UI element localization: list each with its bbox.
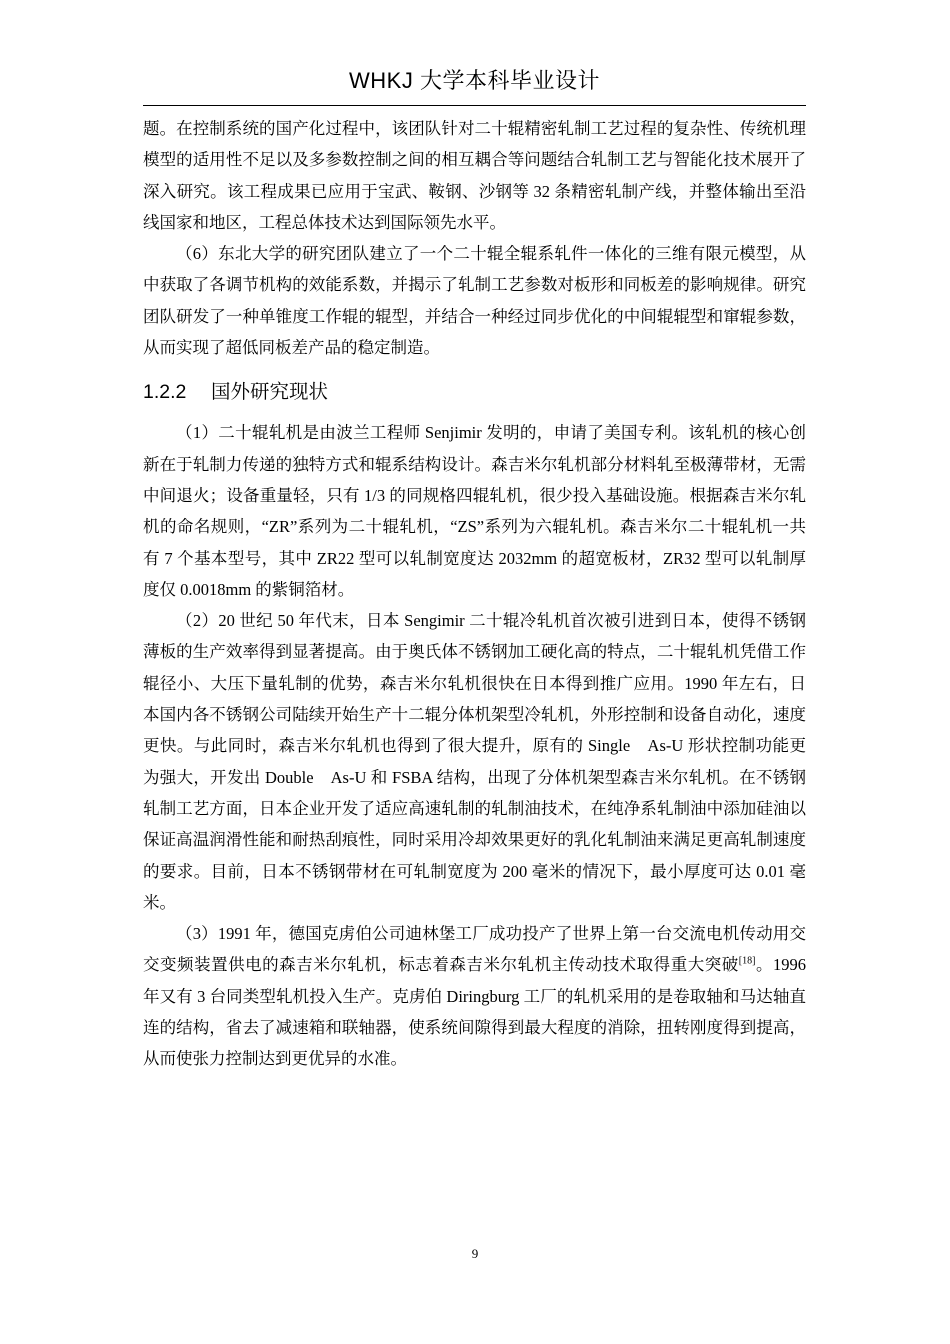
paragraph-continuation: 题。在控制系统的国产化过程中，该团队针对二十辊精密轧制工艺过程的复杂性、传统机理模型的适用性不足以及多参数控制之间的相互耦合等问题结合轧制工艺与智能化技术展开了深入研究。该工程成果已应用于宝武、鞍钢、沙钢等 32 条精密轧制产线，并整体输出至沿线国家和地区，工程总体技术达到国际领先水平。 [143,119,806,232]
paragraph-item-3 [143,918,806,1074]
section-number: 1.2.2 [143,381,187,404]
paragraph-item-2: （2）20 世纪 50 年代末，日本 Sengimir 二十辊冷轧机首次被引进到日本，使得不锈钢薄板的生产效率得到显著提高。由于奥氏体不锈钢加工硬化高的特点，二十辊轧机凭借工作辊径小、大压下量轧制的优势，森吉米尔轧机很快在日本得到推广应用。1990 年左右，日本国内各不锈钢公司陆续开始生产十二辊分体机架型冷轧机，外形控制和设备自动化，速度更快。与此同时，森吉米尔轧机也得到了很大提升，原有的 Single As-U 形状控制功能更为强大，开发出 Double As-U 和 FSBA 结构，出现了分体机架型森吉米尔轧机。在不锈钢轧制工艺方面，日本企业开发了适应高速轧制的轧制油技术，在纯净系轧制油中添加硅油以保证高温润滑性能和耐热刮痕性，同时采用冷却效果更好的乳化轧制油来满足更高轧制速度的要求。目前，日本不锈钢带材在可轧制宽度为 200 毫米的情况下，最小厚度可达 0.01 毫米。 [143,611,806,912]
section-title: 国外研究现状 [211,381,329,404]
section-heading [143,375,806,409]
paragraph-item-1: （1）二十辊轧机是由波兰工程师 Senjimir 发明的，申请了美国专利。该轧机的核心创新在于轧制力传递的独特方式和辊系结构设计。森吉米尔轧机部分材料轧至极薄带材，无需中间退火；设备重量轻，只有 1/3 的同规格四辊轧机，很少投入基础设施。根据森吉米尔轧机的命名规则，“ZR”系列为二十辊轧机，“ZS”系列为六辊轧机。森吉米尔二十辊轧机一共有 7 个基本型号，其中 ZR22 型可以轧制宽度达 2032mm 的超宽板材，ZR32 型可以轧制厚度仅 0.0018mm 的紫铜箔材。 [143,423,806,599]
paragraph-item-3-text-b: 。1996 年又有 3 台同类型轧机投入生产。克虏伯 Diringburg 工厂的轧机采用的是卷取轴和马达轴直连的结构，省去了减速箱和联轴器，使系统间隙得到最大程度的消除，扭转刚度得到提高，从而使张力控制达到更优异的水准。 [143,955,807,1069]
page-number: 9 [471,1246,479,1261]
document-body [143,113,806,1075]
paragraph-item-3-text-a: （3）1991 年，德国克虏伯公司迪林堡工厂成功投产了世界上第一台交流电机传动用交交变频装置供电的森吉米尔轧机，标志着森吉米尔轧机主传动技术取得重大突破 [143,924,806,975]
paragraph-item-6: （6）东北大学的研究团队建立了一个二十辊全辊系轧件一体化的三维有限元模型，从中获取了各调节机构的效能系数，并揭示了轧制工艺参数对板形和同板差的影响规律。研究团队研发了一种单锥度工作辊的辊型，并结合一种经过同步优化的中间辊辊型和窜辊参数，从而实现了超低同板差产品的稳定制造。 [143,244,806,358]
citation-reference: [18] [738,955,756,967]
page-header-title: WHKJ 大学本科毕业设计 [349,68,600,93]
header-divider [143,105,806,106]
